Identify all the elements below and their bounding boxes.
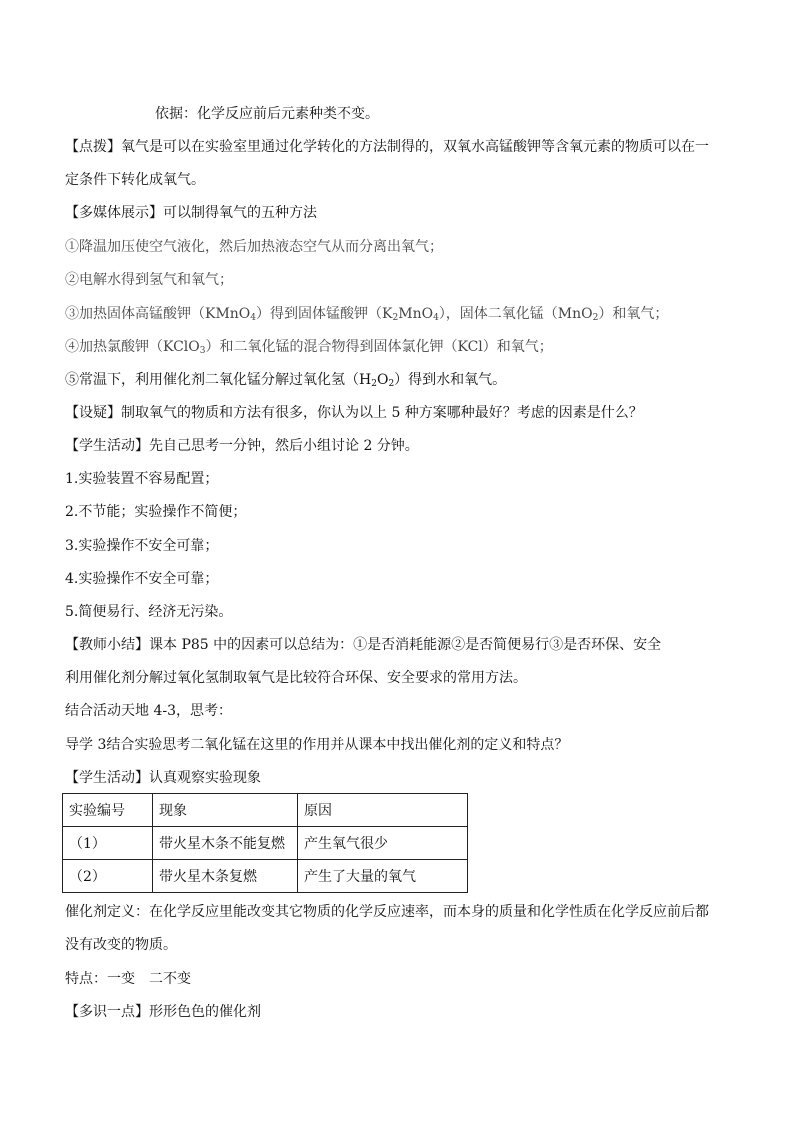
student-activity-2 [65, 768, 261, 788]
method-3-sub: 2 [592, 313, 599, 323]
student-activity-tag: 【学生活动】 [65, 770, 149, 786]
method-3-sub: 4 [433, 313, 439, 323]
method-5-sub: 2 [371, 379, 377, 389]
table-cell: 带火星木条复燃 [153, 860, 298, 893]
basis-line: 依据：化学反应前后元素种类不变。 [155, 106, 379, 122]
catalyst-definition-line-1: 催化剂定义：在化学反应里能改变其它物质的化学反应速率，而本身的质量和化学性质在化学反应前后都 [65, 904, 709, 920]
method-4 [65, 337, 553, 357]
experiment-table [62, 793, 468, 893]
question-text: 制取氧气的物质和方法有很多，你认为以上 5 种方案哪种最好？考虑的因素是什么？ [121, 405, 643, 421]
answer-item: 3.实验操作不安全可靠； [65, 538, 219, 554]
student-activity-text: 先自己思考一分钟，然后小组讨论 2 分钟。 [149, 438, 419, 454]
method-2: ②电解水得到氢气和氧气； [65, 272, 233, 288]
method-3-sub: 2 [392, 313, 399, 323]
more-knowledge-tag: 【多识一点】 [65, 1004, 149, 1020]
method-5-part: O [376, 372, 389, 388]
teacher-summary-line-1 [65, 635, 661, 655]
catalyst-definition-line-2: 没有改变的物质。 [65, 937, 177, 953]
method-3-part: ）得到固体锰酸钾（K [256, 306, 393, 322]
dianbo-line-1 [65, 137, 709, 157]
method-4-part: ④加热氯酸钾（KClO [65, 339, 200, 355]
method-4-sub: 3 [199, 346, 206, 356]
answer-item: 1.实验装置不容易配置； [65, 471, 219, 487]
more-knowledge-text: 形形色色的催化剂 [149, 1004, 261, 1020]
table-cell: 带火星木条不能复燃 [153, 827, 298, 860]
question-line [65, 403, 643, 423]
guide-3: 导学 3结合实验思考二氧化锰在这里的作用并从课本中找出催化剂的定义和特点？ [65, 737, 569, 753]
student-activity-tag: 【学生活动】 [65, 438, 149, 454]
method-3-part: ），固体二氧化锰（MnO [438, 306, 593, 322]
table-header-cell: 实验编号 [63, 794, 153, 827]
table-header-cell: 原因 [298, 794, 468, 827]
answer-item: 5.简便易行、经济无污染。 [65, 604, 233, 620]
answer-item: 4.实验操作不安全可靠； [65, 571, 219, 587]
method-5-part: ⑤常温下，利用催化剂二氧化锰分解过氧化氢（H [65, 372, 372, 388]
table-cell: （1） [63, 827, 153, 860]
table-cell: 产生氧气很少 [298, 827, 468, 860]
multimedia-line [65, 203, 317, 223]
method-5-sub: 2 [388, 379, 395, 389]
method-4-part: ）和二氧化锰的混合物得到固体氯化钾（KCl）和氧气； [205, 339, 553, 355]
teacher-summary-text: 课本 P85 中的因素可以总结为：①是否消耗能源②是否简便易行③是否环保、安全 [149, 637, 662, 653]
multimedia-text: 可以制得氧气的五种方法 [163, 205, 317, 221]
method-5-part: ）得到水和氧气。 [394, 372, 507, 388]
method-3 [65, 304, 668, 324]
dianbo-text: 氧气是可以在实验室里通过化学转化的方法制得的，双氧水高锰酸钾等含氧元素的物质可以在一 [121, 139, 709, 155]
more-knowledge-line [65, 1002, 261, 1022]
method-5 [65, 370, 506, 390]
table-cell: （2） [63, 860, 153, 893]
method-3-part: ）和氧气； [598, 306, 669, 322]
multimedia-tag: 【多媒体展示】 [65, 205, 163, 221]
table-row [63, 860, 468, 893]
student-activity-1 [65, 436, 419, 456]
table-cell: 产生了大量的氧气 [298, 860, 468, 893]
table-header-cell: 现象 [153, 794, 298, 827]
method-3-part: MnO [398, 306, 434, 322]
activity-reference: 结合活动天地 4-3，思考： [65, 703, 232, 719]
answer-item: 2.不节能；实验操作不简便； [65, 504, 247, 520]
table-row [63, 827, 468, 860]
teacher-summary-line-2: 利用催化剂分解过氧化氢制取氧气是比较符合环保、安全要求的常用方法。 [65, 670, 527, 686]
dianbo-tag: 【点拨】 [65, 139, 121, 155]
method-1: ①降温加压使空气液化，然后加热液态空气从而分离出氧气； [65, 239, 443, 255]
dianbo-line-2: 定条件下转化成氧气。 [65, 172, 205, 188]
table-header-row [63, 794, 468, 827]
method-3-sub: 4 [250, 313, 257, 323]
student-activity-text: 认真观察实验现象 [149, 770, 261, 786]
features-line: 特点：一变 二不变 [65, 971, 191, 987]
method-3-part: ③加热固体高锰酸钾（KMnO [65, 306, 251, 322]
teacher-summary-tag: 【教师小结】 [65, 637, 149, 653]
question-tag: 【设疑】 [65, 405, 121, 421]
